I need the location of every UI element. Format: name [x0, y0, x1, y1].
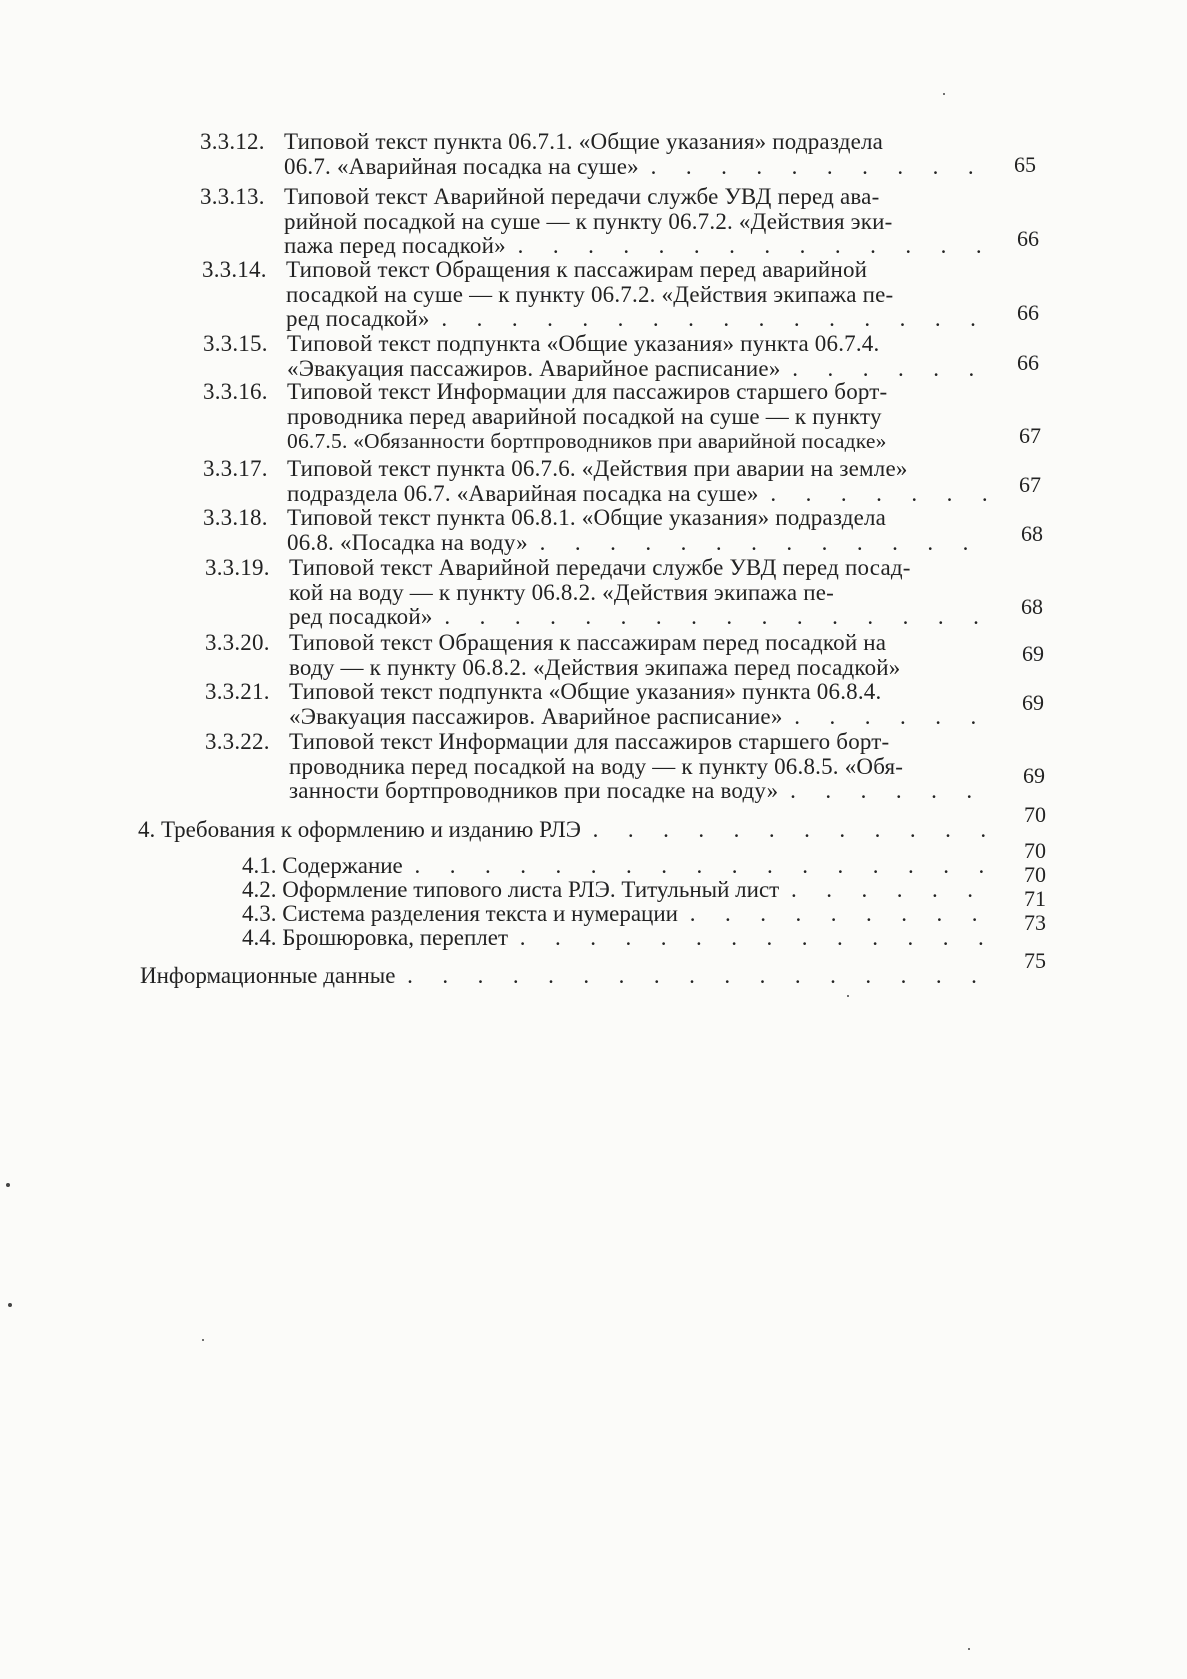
page-number: 70 — [1024, 802, 1046, 827]
entry-line: Типовой текст пункта 06.7.1. «Общие указания» подраздела — [284, 129, 884, 154]
entry-number: 3.3.19. — [205, 555, 270, 580]
entry-number: 3.3.17. — [203, 456, 268, 481]
entry-number: 3.3.22. — [205, 729, 270, 754]
page-number: 66 — [1017, 226, 1039, 251]
toc-entry-info: Информационные данные . . — [140, 964, 1004, 989]
entry-line: 06.8. «Посадка на воду» . . — [287, 531, 997, 556]
page-number: 71 — [1024, 886, 1046, 911]
page-number: 69 — [1022, 641, 1044, 666]
entry-line: воду — к пункту 06.8.2. «Действия экипажа перед посадкой» — [289, 654, 901, 680]
entry-number: 3.3.15. — [203, 331, 268, 356]
page-number: 65 — [1014, 152, 1036, 177]
toc-entry-4-3: 4.3. Система разделения текста и нумерации . . — [242, 902, 1004, 927]
entry-line: «Эвакуация пассажиров. Аварийное расписание» . . — [287, 357, 997, 382]
entry-line: подраздела 06.7. «Аварийная посадка на суше» . . — [287, 482, 997, 507]
entry-line: «Эвакуация пассажиров. Аварийное расписание» . . — [289, 705, 999, 730]
scan-speck — [8, 1303, 12, 1307]
entry-line: кой на воду — к пункту 06.8.2. «Действия экипажа пе- — [289, 579, 835, 605]
entry-line: Типовой текст Аварийной передачи службе УВД перед ава- — [284, 184, 880, 209]
entry-number: 3.3.12. — [200, 129, 265, 154]
page-number: 68 — [1021, 594, 1043, 619]
page-number: 70 — [1024, 862, 1046, 887]
entry-number: 3.3.13. — [200, 184, 265, 209]
entry-line: пажа перед посадкой» . . — [284, 234, 994, 259]
entry-line: Типовой текст пункта 06.7.6. «Действия при аварии на земле» — [287, 456, 908, 481]
entry-line: Типовой текст Информации для пассажиров старшего борт- — [287, 379, 888, 404]
entry-line: 06.7.5. «Обязанности бортпроводников при аварийной посадке» — [287, 429, 887, 453]
entry-number: 3.3.16. — [203, 379, 268, 404]
entry-line: Типовой текст подпункта «Общие указания» пункта 06.7.4. — [287, 331, 880, 356]
toc-entry-4-4: 4.4. Брошюровка, переплет . . — [242, 926, 1004, 951]
entry-line: 06.7. «Аварийная посадка на суше» . . — [284, 155, 974, 180]
page-number: 73 — [1024, 910, 1046, 935]
entry-line: посадкой на суше — к пункту 06.7.2. «Действия экипажа пе- — [286, 281, 894, 307]
entry-line: Типовой текст пункта 06.8.1. «Общие указания» подраздела — [287, 505, 887, 530]
scan-speck — [968, 1648, 970, 1650]
page-number: 68 — [1021, 521, 1043, 546]
entry-line: Типовой текст Аварийной передачи службе УВД перед посад- — [289, 555, 911, 580]
page-number: 75 — [1024, 948, 1046, 973]
entry-line: Типовой текст Обращения к пассажирам перед аварийной — [286, 257, 868, 282]
entry-line: ред посадкой» . . — [289, 605, 999, 630]
toc-entry-4-1: 4.1. Содержание . . — [242, 854, 1004, 879]
page-number: 66 — [1017, 300, 1039, 325]
scan-speck — [202, 1339, 204, 1341]
scan-speck — [6, 1183, 10, 1187]
page-number: 67 — [1019, 423, 1041, 448]
entry-number: 3.3.20. — [205, 630, 270, 655]
entry-line: проводника перед аварийной посадкой на суше — к пункту — [287, 403, 882, 429]
entry-number: 3.3.18. — [203, 505, 268, 530]
page-number: 70 — [1024, 838, 1046, 863]
entry-line: Типовой текст Обращения к пассажирам перед посадкой на — [289, 630, 887, 655]
entry-line: занности бортпроводников при посадке на воду» . . — [289, 779, 999, 804]
entry-line: Типовой текст подпункта «Общие указания» пункта 06.8.4. — [289, 679, 882, 704]
section-4-heading: 4. Требования к оформлению и изданию РЛЭ . . — [138, 818, 1004, 843]
entry-number: 3.3.14. — [202, 257, 267, 282]
entry-line: Типовой текст Информации для пассажиров старшего борт- — [289, 729, 890, 754]
entry-line: рийной посадкой на суше — к пункту 06.7.2. «Действия эки- — [284, 208, 893, 234]
page-number: 66 — [1017, 350, 1039, 375]
page-number: 69 — [1022, 690, 1044, 715]
entry-number: 3.3.21. — [205, 679, 270, 704]
toc-entry-4-2: 4.2. Оформление типового листа РЛЭ. Титульный лист . . — [242, 878, 1004, 903]
page-number: 69 — [1023, 763, 1045, 788]
scan-speck — [943, 93, 945, 95]
entry-line: ред посадкой» . . — [286, 307, 996, 332]
page-number: 67 — [1019, 472, 1041, 497]
entry-line: проводника перед посадкой на воду — к пункту 06.8.5. «Обя- — [289, 753, 904, 779]
scan-speck — [847, 995, 849, 997]
